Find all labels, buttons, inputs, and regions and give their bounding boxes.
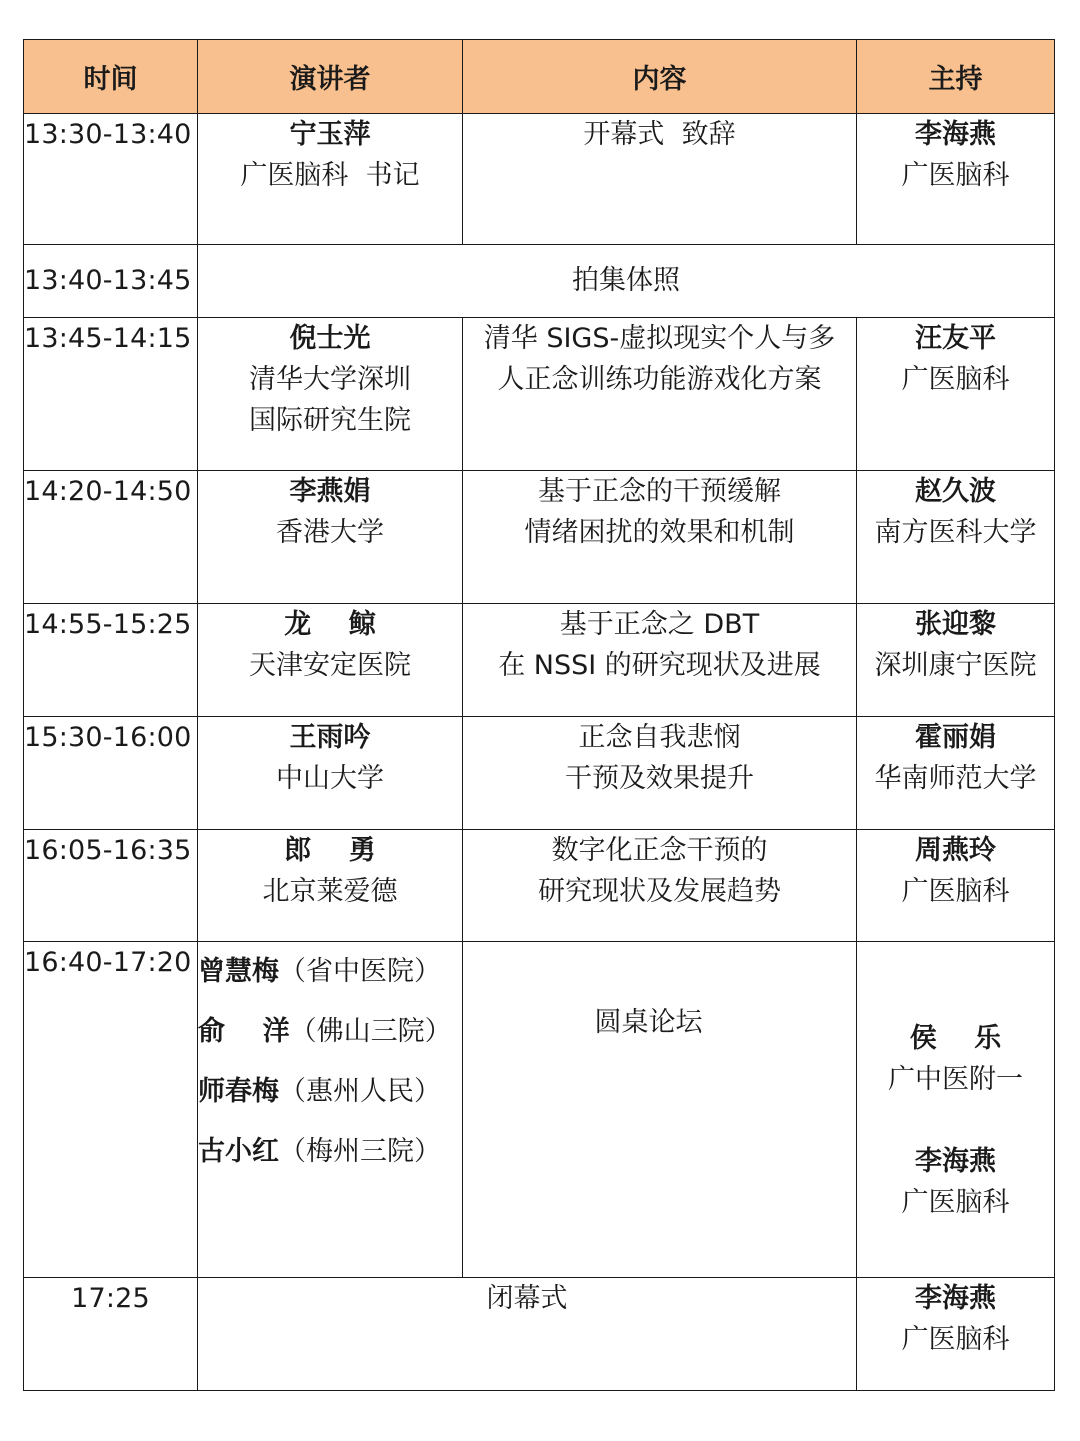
speaker-org: 国际研究生院: [249, 405, 411, 436]
speaker-name: 郎 勇: [284, 835, 376, 866]
panelist-name: 古小红: [198, 1136, 279, 1167]
content-cell: [463, 717, 857, 830]
time-cell: 17:25: [24, 1278, 198, 1391]
time-cell: 14:20-14:50: [24, 471, 198, 604]
content-line: 开幕式 致辞: [583, 119, 736, 150]
host-org: 广医脑科: [901, 1187, 1010, 1218]
table-row: [24, 717, 1055, 830]
speaker-org: 清华大学深圳: [249, 364, 411, 395]
speaker-cell: [198, 318, 463, 471]
speaker-cell: [198, 717, 463, 830]
table-row: [24, 318, 1055, 471]
host-name: 赵久波: [915, 476, 996, 507]
content-line: 基于正念之 DBT: [559, 609, 760, 640]
panelist-name: 曾慧梅: [198, 956, 279, 987]
time-cell: 14:55-15:25: [24, 604, 198, 717]
speaker-org: 中山大学: [276, 763, 384, 794]
host-org: 广医脑科: [901, 1324, 1010, 1355]
host-org: 广医脑科: [901, 364, 1010, 395]
header-host: 主持: [857, 40, 1055, 114]
host-cell: [857, 830, 1055, 942]
header-time: 时间: [24, 40, 198, 114]
host-cell: [857, 1278, 1055, 1391]
content-cell: [198, 1278, 857, 1391]
table-row: [24, 942, 1055, 1278]
host-name: 张迎黎: [915, 609, 996, 640]
host-cell: [857, 604, 1055, 717]
host-cell: [857, 318, 1055, 471]
panelist-org: （佛山三院）: [289, 1016, 452, 1047]
panelist-name: 俞 洋: [198, 1016, 290, 1047]
time-cell: 13:30-13:40: [24, 114, 198, 245]
panelist-org: （省中医院）: [279, 956, 441, 987]
table-row: [24, 1278, 1055, 1391]
host-name: 李海燕: [915, 119, 996, 150]
host-cell: [857, 471, 1055, 604]
header-row: [24, 40, 1055, 114]
host-org: 华南师范大学: [874, 763, 1037, 794]
speaker-org: 天津安定医院: [249, 650, 411, 681]
content-line: 正念自我悲悯: [578, 722, 741, 753]
panelist: [198, 1122, 462, 1182]
content-line: 清华 SIGS-虚拟现实个人与多: [483, 323, 836, 354]
host-name: 汪友平: [915, 323, 996, 354]
panelist-org: （惠州人民）: [279, 1076, 441, 1107]
content-line: 人正念训练功能游戏化方案: [497, 364, 822, 395]
speaker-name: 龙 鲸: [284, 609, 376, 640]
table-row: [24, 471, 1055, 604]
panelist: [198, 1062, 462, 1122]
host-spacer: [857, 1100, 1054, 1141]
table-row: [24, 114, 1055, 245]
speaker-name: 宁玉萍: [289, 119, 371, 150]
content-cell: [463, 942, 857, 1278]
panelists-cell: [198, 942, 463, 1278]
host-cell: [857, 717, 1055, 830]
content-cell: [463, 114, 857, 245]
content-line: 拍集体照: [572, 265, 680, 296]
speaker-name: 李燕娟: [289, 476, 371, 507]
host-name: 李海燕: [915, 1283, 996, 1314]
table-row: [24, 604, 1055, 717]
content-cell: [463, 471, 857, 604]
speaker-name: 倪士光: [289, 323, 371, 354]
time-cell: 16:40-17:20: [24, 942, 198, 1278]
host-org: 广医脑科: [901, 160, 1010, 191]
time-cell: 16:05-16:35: [24, 830, 198, 942]
content-cell: [463, 830, 857, 942]
header-speaker: 演讲者: [198, 40, 463, 114]
speaker-cell: [198, 830, 463, 942]
speaker-org: 香港大学: [276, 517, 384, 548]
content-line: 研究现状及发展趋势: [538, 876, 781, 907]
table-row: [24, 830, 1055, 942]
time-cell: 13:40-13:45: [24, 245, 198, 318]
panelist: [198, 942, 462, 1002]
speaker-cell: [198, 114, 463, 245]
content-cell: [198, 245, 1055, 318]
content-line: 在 NSSI 的研究现状及进展: [498, 650, 821, 681]
content-cell: [463, 318, 857, 471]
panelist-name: 师春梅: [198, 1076, 279, 1107]
speaker-org: 广医脑科 书记: [240, 160, 420, 191]
table-row: [24, 245, 1055, 318]
speaker-org: 北京莱爱德: [262, 876, 398, 907]
content-line: 闭幕式: [486, 1283, 568, 1314]
panelist-org: （梅州三院）: [279, 1136, 441, 1167]
content-line: 数字化正念干预的: [551, 835, 768, 866]
host-org: 广医脑科: [901, 876, 1010, 907]
schedule-table: [23, 39, 1055, 1391]
host-name: 周燕玲: [915, 835, 996, 866]
content-line: 圆桌论坛: [594, 1007, 703, 1038]
content-line: 基于正念的干预缓解: [538, 476, 781, 507]
speaker-cell: [198, 471, 463, 604]
panelist: [198, 1002, 462, 1062]
content-line: 干预及效果提升: [565, 763, 754, 794]
host-cell: [857, 114, 1055, 245]
host-org: 深圳康宁医院: [874, 650, 1037, 681]
host-name: 霍丽娟: [915, 722, 996, 753]
host-org: 广中医附一: [888, 1064, 1023, 1095]
speaker-name: 王雨吟: [289, 722, 371, 753]
content-line: 情绪困扰的效果和机制: [524, 517, 795, 548]
time-cell: 13:45-14:15: [24, 318, 198, 471]
header-content: 内容: [463, 40, 857, 114]
speaker-cell: [198, 604, 463, 717]
content-cell: [463, 604, 857, 717]
host-name: 李海燕: [915, 1146, 996, 1177]
host-org: 南方医科大学: [874, 517, 1037, 548]
time-cell: 15:30-16:00: [24, 717, 198, 830]
host-name: 侯 乐: [909, 1023, 1002, 1054]
host-cell: [857, 942, 1055, 1278]
